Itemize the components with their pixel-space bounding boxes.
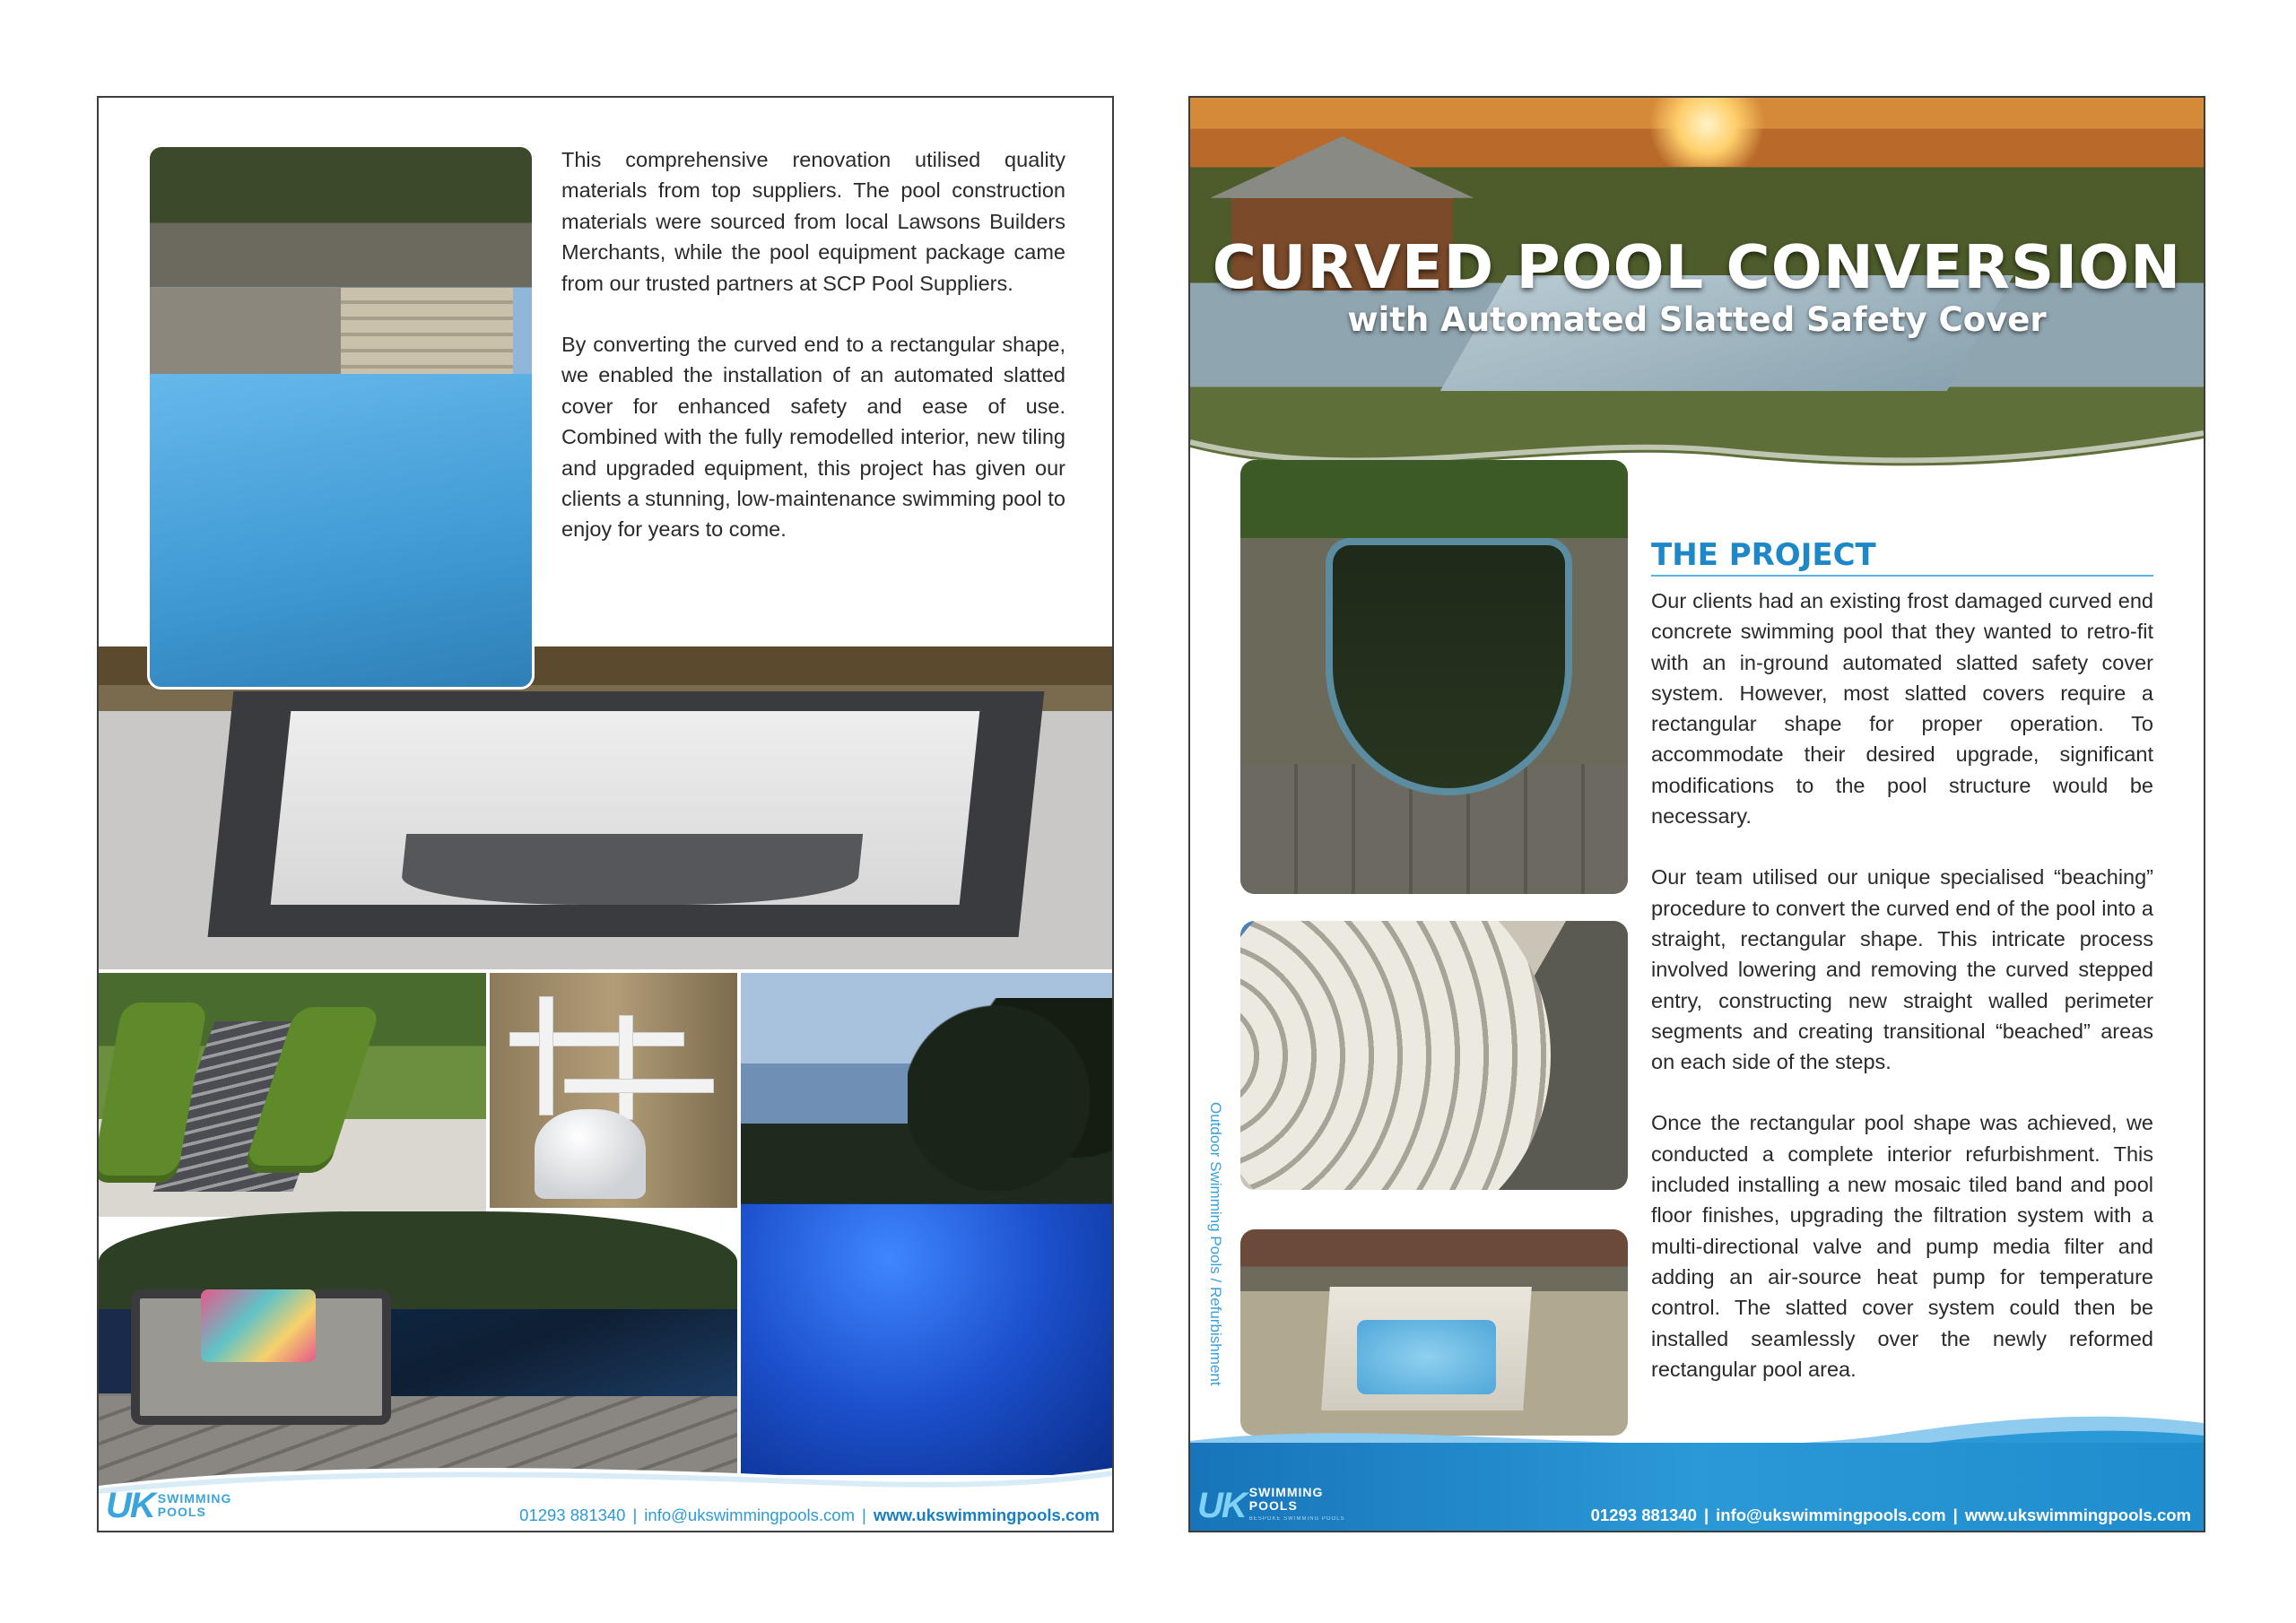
company-logo [106,1486,231,1525]
photo-original-curved-pool [1240,460,1628,894]
section-heading-the-project: THE PROJECT [1651,537,2153,577]
footer-website-link[interactable]: www.ukswimmingpools.com [1964,1506,2191,1524]
logo-word-pools: POOLS [157,1505,206,1519]
photo-white-pool-shell [99,647,1112,969]
footer-contact [1591,1506,2191,1525]
right-paragraph-1: Our clients had an existing frost damaged curved end concrete swimming pool that they wanted to retro-fit with an in-ground automated slatted safety cover system. However, most slatted covers require a rectangular shape for proper operation. To accommodate their desired upgrade, significant modifications to the pool structure would be necessary. [1651,589,2153,829]
footer-separator: | [862,1506,866,1524]
brochure-page-left [97,96,1114,1532]
right-paragraph-2: Our team utilised our unique specialised “beaching” procedure to convert the curved end of the pool into a straight, rectangular shape. This intricate process involved lowering and removing the curved stepped entry, constructing new straight walled perimeter segments and creating transitional “beached” areas on each side of the steps. [1651,865,2153,1074]
footer-email[interactable]: info@ukswimmingpools.com [1716,1506,1946,1524]
page-subtitle: with Automated Slatted Safety Cover [1347,300,2047,339]
footer-separator: | [632,1506,638,1524]
footer-phone[interactable]: 01293 881340 [519,1506,626,1524]
logo-tagline: BESPOKE SWIMMING POOLS [1248,1515,1345,1522]
photo-plant-room [490,973,737,1208]
photo-pool-at-dusk [741,973,1112,1475]
company-logo [1197,1486,1344,1525]
photo-curved-steps [1240,921,1628,1190]
footer-separator: | [1952,1506,1958,1524]
category-label: Outdoor Swimming Pools / Refurbishment [1207,1102,1224,1386]
footer-email[interactable]: info@ukswimmingpools.com [644,1506,855,1524]
logo-word-swimming: SWIMMING [157,1491,232,1506]
brochure-page-right [1188,96,2205,1532]
logo-mark: UK [106,1486,154,1525]
right-page-body [1651,586,2153,1415]
logo-word-swimming: SWIMMING [1248,1484,1324,1499]
photo-chair-by-pool [99,1211,737,1491]
left-paragraph-1: This comprehensive renovation utilised quality materials from top suppliers. The pool construction materials were sourced from local Lawsons Builders Merchants, while the pool equipment package came from our trusted partners at SCP Pool Suppliers. [561,148,1065,295]
right-paragraph-3: Once the rectangular pool shape was achieved, we conducted a complete interior refurbishment. This included installing a new mosaic tiled band and pool floor finishes, upgrading the filtration system with a multi-directional valve and pump media filter and adding an air-source heat pump for temperature control. The slatted cover system could then be installed seamlessly over the newly reformed rectangular pool area. [1651,1111,2153,1381]
photo-garden-steps [99,973,486,1217]
logo-mark: UK [1197,1486,1246,1525]
footer-website-link[interactable]: www.ukswimmingpools.com [873,1506,1100,1524]
photo-pool-underlay-front [147,144,535,690]
page-title: CURVED POOL CONVERSION [1212,232,2182,302]
footer-contact [519,1506,1100,1525]
footer-phone[interactable]: 01293 881340 [1590,1506,1697,1524]
left-page-body [561,144,1065,576]
logo-word-pools: POOLS [1248,1497,1298,1513]
left-paragraph-2: By converting the curved end to a rectangular shape, we enabled the installation of an automated slatted cover for enhanced safety and ease of use. Combined with the fully remodelled interior, new tiling and upgraded equipment, this project has given our clients a stunning, low-maintenance swimming pool to enjoy for years to come. [561,333,1065,542]
footer-separator: | [1703,1506,1709,1524]
